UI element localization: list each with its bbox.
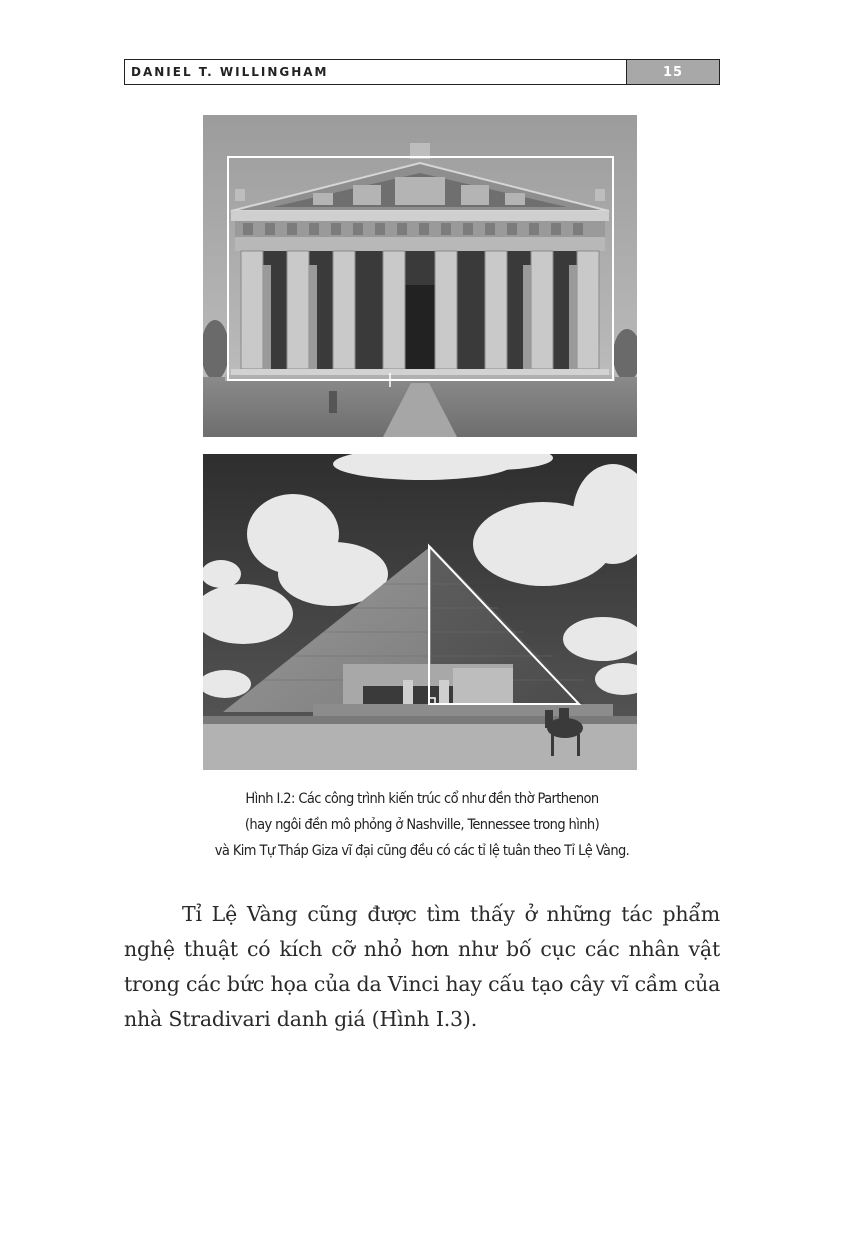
paragraph-line: nghệ thuật có kích cỡ nhỏ hơn như bố cục các nhân vật [124,937,720,961]
caption-line: Hình I.2: Các công trình kiến trúc cổ như đền thờ Parthenon [245,791,599,807]
figure-caption [124,786,720,864]
caption-line: và Kim Tự Tháp Giza vĩ đại cũng đều có các tỉ lệ tuân theo Tỉ Lệ Vàng. [214,843,630,859]
page-number: 15 [626,60,719,84]
caption-line: (hay ngôi đền mô phỏng ở Nashville, Tennessee trong hình) [244,817,600,833]
body-paragraph [124,897,720,1037]
pyramid-photo [203,454,637,770]
running-header [124,59,720,85]
paragraph-line: trong các bức họa của da Vinci hay cấu tạo cây vĩ cầm của [124,972,721,996]
parthenon-photo [203,115,637,437]
paragraph-line: nhà Stradivari danh giá (Hình I.3). [124,1007,478,1031]
paragraph-line: Tỉ Lệ Vàng cũng được tìm thấy ở những tác phẩm [182,902,720,926]
header-author: DANIEL T. WILLINGHAM [131,65,329,79]
